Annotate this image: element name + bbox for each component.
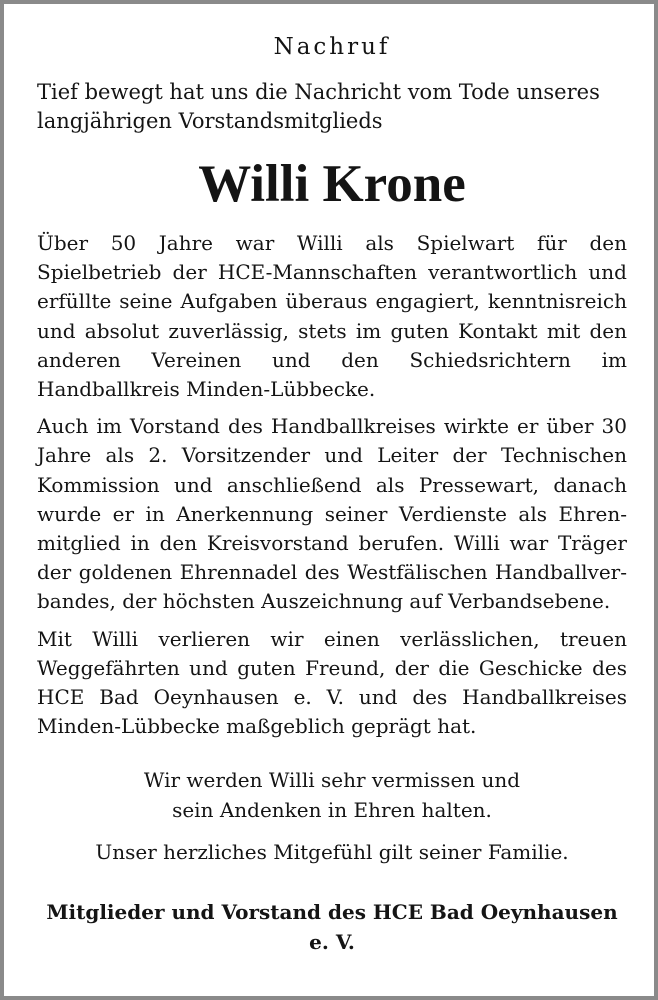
deceased-name: Willi Krone [198,155,466,213]
obituary-heading: Nachruf [273,34,391,60]
paragraph-board: Auch im Vorstand des Handballkreises wirkte er über 30 Jahre als 2. Vorsitzender und Leiter der Technischen Kommission und anschließend als Pressewart, danach wurde er in Anerkennung seiner Verdienste als Ehrenmitglied in den Kreisvorstand berufen. Willi war Träger der goldenen Ehrennadel des Westfälischen Handballverbandes, der höchsten Auszeichnung auf Verbandsebene. [37,414,627,614]
closing-line-2: sein Andenken in Ehren halten. [172,798,492,823]
obituary-content [37,32,627,957]
signature-line: Mitglieder und Vorstand des HCE Bad Oeynhausen e. V. [46,900,618,955]
closing-line-1: Wir werden Willi sehr vermissen und [143,768,521,793]
intro-text: Tief bewegt hat uns die Nachricht vom Tode unseres langjährigen Vorstandsmitglieds [37,80,600,133]
condolence-line: Unser herzliches Mitgefühl gilt seiner Familie. [95,840,569,865]
paragraph-career: Über 50 Jahre war Willi als Spielwart für den Spielbetrieb der HCE-Mannschaften verantwortlich und erfüllte seine Aufgaben überaus engagiert, kenntnisreich und absolut zuverlässig, stets im guten Kontakt mit den anderen Vereinen und den Schiedsrichtern im Handballkreis Minden-Lübbecke. [37,231,627,402]
closing-lines [37,765,627,825]
paragraph-farewell: Mit Willi verlieren wir einen verlässlichen, treuen Weggefährten und guten Freund, der die Geschicke des HCE Bad Oeynhausen e. V. und des Handballkreises Minden-Lübbecke maßgeblich geprägt hat. [37,626,627,739]
